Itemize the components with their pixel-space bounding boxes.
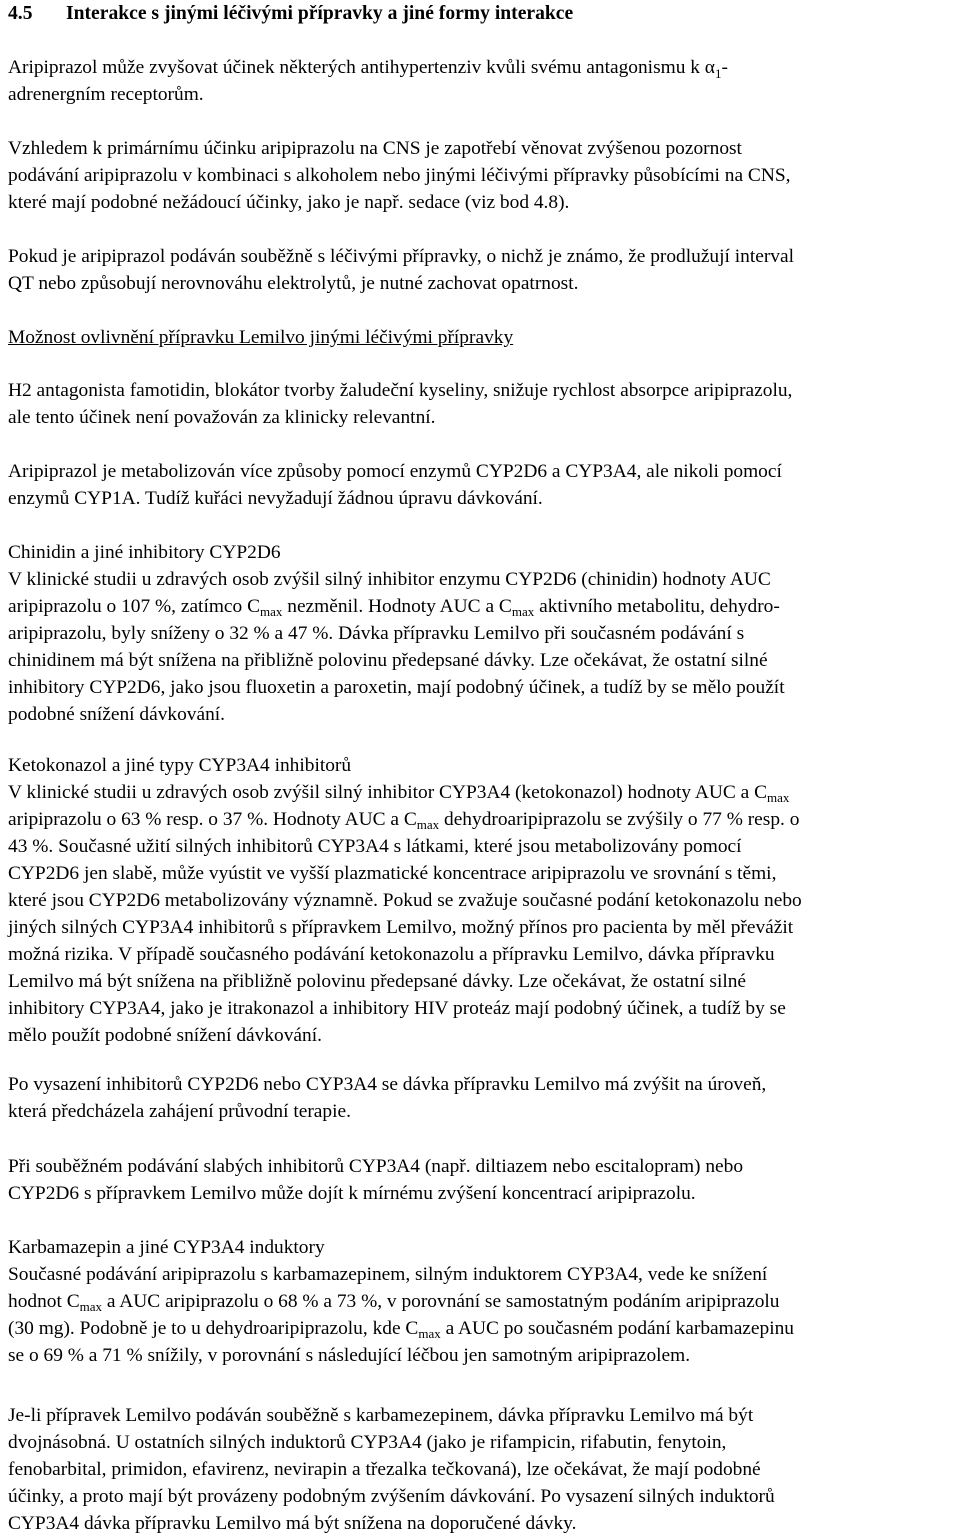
paragraph-inducers: Je-li přípravek Lemilvo podáván souběžně s karbamezepinem, dávka přípravku Lemilvo má být dvojnásobná. U ostatních silných induktorů CYP3A4 (jako je rifampicin, rifabutin, fenytoin, fenobarbital, primidon, efavirenz, nevirapin a třezalka tečkovaná), lze očekávat, že mají podobné účinky, a proto mají být provázeny podobným zvýšením dávkování. Po vysazení silných induktorů CYP3A4 dávka přípravku Lemilvo má být snížena na doporučené dávky. — [8, 1405, 775, 1534]
ketoconazole-title: Ketokonazol a jiné typy CYP3A4 inhibitorů — [8, 755, 352, 776]
carbamazepine-title: Karbamazepin a jiné CYP3A4 induktory — [8, 1237, 325, 1258]
section-title: Interakce s jinými léčivými přípravky a jiné formy interakce — [66, 3, 574, 24]
paragraph-quinidine: Chinidin a jiné inhibitory CYP2D6 V klinické studii u zdravých osob zvýšil silný inhibitor enzymu CYP2D6 (chinidin) hodnoty AUC aripiprazolu o 107 %, zatímco $C_{max}$ nezměnil. Hodnoty AUC a $C_{max}$ aktivního metabolitu, dehydro- aripiprazolu, byly sníženy o 32 % a 47 %. Dávka přípravku Lemilvo při současném podávání s chinidinem má být snížena na přibližně polovinu předepsané dávky. Lze očekávat, že ostatní silné inhibitory CYP2D6, jako jsou fluoxetin a paroxetin, mají podobný účinek, a tudíž by se mělo použít podobné snížení dávkování. — [8, 539, 956, 728]
quinidine-title: Chinidin a jiné inhibitory CYP2D6 — [8, 542, 281, 563]
paragraph-discontinuation: Po vysazení inhibitorů CYP2D6 nebo CYP3A4 se dávka přípravku Lemilvo má zvýšit na úroveň, která předcházela zahájení průvodní terapie. — [8, 1074, 767, 1122]
paragraph-famotidine: H2 antagonista famotidin, blokátor tvorby žaludeční kyseliny, snižuje rychlost absorpce aripiprazolu, ale tento účinek není považován za klinicky relevantní. — [8, 380, 793, 428]
paragraph-weak-inhibitors: Při souběžném podávání slabých inhibitorů CYP3A4 (např. diltiazem nebo escitalopram) nebo CYP2D6 s přípravkem Lemilvo může dojít k mírnému zvýšení koncentrací aripiprazolu. — [8, 1156, 744, 1204]
paragraph-antihypertensives: Aripiprazol může zvyšovat účinek některých antihypertenziv kvůli svému antagonismu k $\alpha_1-$ adrenergním receptorům. — [8, 57, 728, 105]
paragraph-metabolism: Aripiprazol je metabolizován více způsoby pomocí enzymů CYP2D6 a CYP3A4, ale nikoli pomocí enzymů CYP1A. Tudíž kuřáci nevyžadují žádnou úpravu dávkování. — [8, 461, 782, 509]
subheading-interactions: Možnost ovlivnění přípravku Lemilvo jinými léčivými přípravky — [8, 327, 514, 348]
paragraph-ketoconazole: Ketokonazol a jiné typy CYP3A4 inhibitorů V klinické studii u zdravých osob zvýšil silný inhibitor CYP3A4 (ketokonazol) hodnoty AUC a $C_{max}$ aripiprazolu o 63 % resp. o 37 %. Hodnoty AUC a $C_{max}$ dehydroaripiprazolu se zvýšily o 77 % resp. o 43 %. Současné užití silných inhibitorů CYP3A4 s látkami, které jsou metabolizovány pomocí CYP2D6 jen slabě, může vyústit ve vyšší plazmatické koncentrace aripiprazolu ve srovnání s těmi, které jsou CYP2D6 metabolizovány významně. Pokud se zvažuje současné podání ketokonazolu nebo jiných silných CYP3A4 inhibitorů s přípravkem Lemilvo, možný přínos pro pacienta by měl převážit možná rizika. V případě současného podávání ketokonazolu a přípravku Lemilvo, dávka přípravku Lemilvo má být snížena na přibližně polovinu předepsané dávky. Lze očekávat, že ostatní silné inhibitory CYP3A4, jako je itrakonazol a inhibitory HIV proteáz mají podobný účinek, a tudíž by se mělo použít podobné snížení dávkování. — [8, 752, 956, 1049]
section-heading — [8, 0, 573, 27]
section-number: 4.5 — [8, 3, 33, 24]
paragraph-carbamazepine: Karbamazepin a jiné CYP3A4 induktory Současné podávání aripiprazolu s karbamazepinem, silným induktorem CYP3A4, vede ke snížení hodnot $C_{max}$ a AUC aripiprazolu o 68 % a 73 %, v porovnání se samostatným podáním aripiprazolu (30 mg). Podobně je to u dehydroaripiprazolu, kde $C_{max}$ a AUC po současném podání karbamazepinu se o 69 % a 71 % snížily, v porovnání s následující léčbou jen samotným aripiprazolem. — [8, 1234, 956, 1369]
paragraph-qt-interval: Pokud je aripiprazol podáván souběžně s léčivými přípravky, o nichž je známo, že prodlužují interval QT nebo způsobují nerovnováhu elektrolytů, je nutné zachovat opatrnost. — [8, 246, 794, 294]
paragraph-cns: Vzhledem k primárnímu účinku aripiprazolu na CNS je zapotřebí věnovat zvýšenou pozornost podávání aripiprazolu v kombinaci s alkoholem nebo jinými léčivými přípravky působícími na CNS, které mají podobné nežádoucí účinky, jako je např. sedace (viz bod 4.8). — [8, 138, 791, 213]
